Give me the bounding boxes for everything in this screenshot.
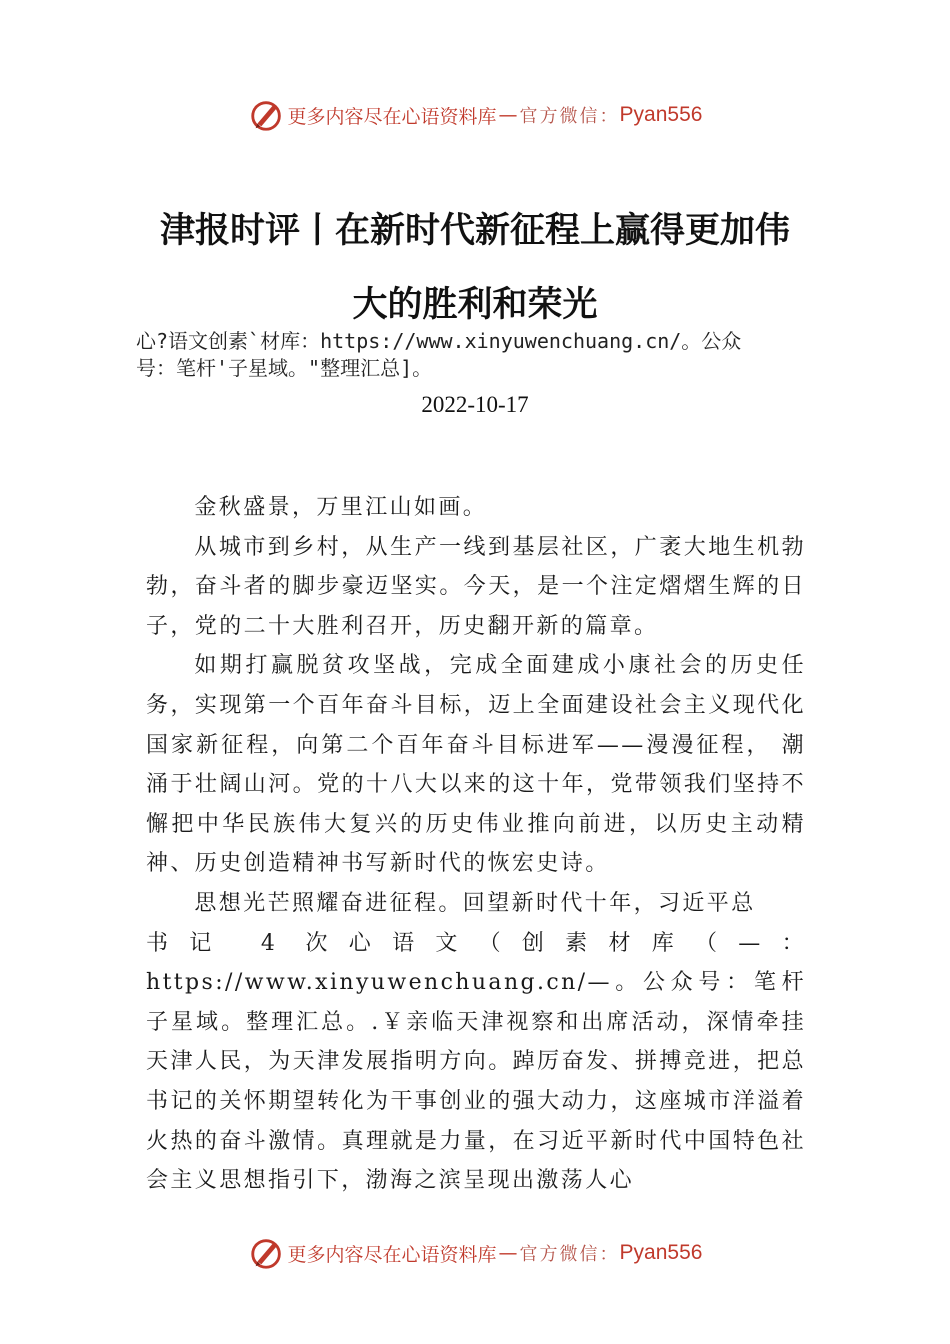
pen-logo-icon xyxy=(248,96,286,134)
article-title-line-1: 津报时评丨在新时代新征程上赢得更加伟 xyxy=(159,211,790,251)
paragraph-line: 书记 4 次心语文（创素材库（—： xyxy=(146,930,806,956)
header-banner xyxy=(0,95,950,135)
footer-banner xyxy=(0,1233,950,1273)
pen-logo-icon xyxy=(248,1234,286,1272)
wechat-id: Pyan556 xyxy=(619,1241,703,1264)
banner-text: 更多内容尽在心语资料库 xyxy=(287,1243,497,1266)
paragraph xyxy=(146,884,806,924)
source-line-2: 号：笔杆'子星域。"整理汇总]。 xyxy=(136,356,433,380)
source-line-1: 心?语文创素`材库：https://www.xinyuwenchuang.cn/。公众 xyxy=(136,329,742,353)
paragraph: 如期打赢脱贫攻坚战，完成全面建成小康社会的历史任务，实现第一个百年奋斗目标，迈上全面建设社会主义现代化国家新征程，向第二个百年奋斗目标进军——漫漫征程， 潮涌于壮阔山河。党的十八大以来的这十年，党带领我们坚持不懈把中华民族伟大复兴的历史伟业推向前进，以历史主动精神、历史创造精神书写新时代的恢宏史诗。 xyxy=(146,653,806,877)
wechat-id: Pyan556 xyxy=(619,103,703,126)
wechat-label: 官方微信： xyxy=(519,1244,620,1265)
wechat-label: 官方微信： xyxy=(519,106,620,127)
banner-separator: — xyxy=(498,1242,518,1264)
article-title-line-2: 大的胜利和荣光 xyxy=(352,285,598,325)
paragraph: 金秋盛景，万里江山如画。 xyxy=(194,495,488,520)
paragraph: https://www.xinyuwenchuang.cn/—。公众号：笔杆子星域。整理汇总。.￥亲临天津视察和出席活动，深情牵挂天津人民，为天津发展指明方向。踔厉奋发、拼搏竞进，把总书记的关怀期望转化为干事创业的强大动力，这座城市洋溢着火热的奋斗激情。真理就是力量，在习近平新时代中国特色社会主义思想指引下，渤海之滨呈现出激荡人心 xyxy=(146,970,806,1194)
publish-date: 2022-10-17 xyxy=(421,392,529,417)
banner-separator: — xyxy=(498,104,518,126)
source-note xyxy=(136,328,836,382)
article-body xyxy=(146,488,806,1201)
banner-text: 更多内容尽在心语资料库 xyxy=(287,105,497,128)
paragraph-line: 思想光芒照耀奋进征程。回望新时代十年，习近平总 xyxy=(194,890,756,916)
paragraph: 从城市到乡村，从生产一线到基层社区，广袤大地生机勃勃，奋斗者的脚步豪迈坚实。今天，是一个注定熠熠生辉的日子，党的二十大胜利召开，历史翻开新的篇章。 xyxy=(146,534,806,639)
